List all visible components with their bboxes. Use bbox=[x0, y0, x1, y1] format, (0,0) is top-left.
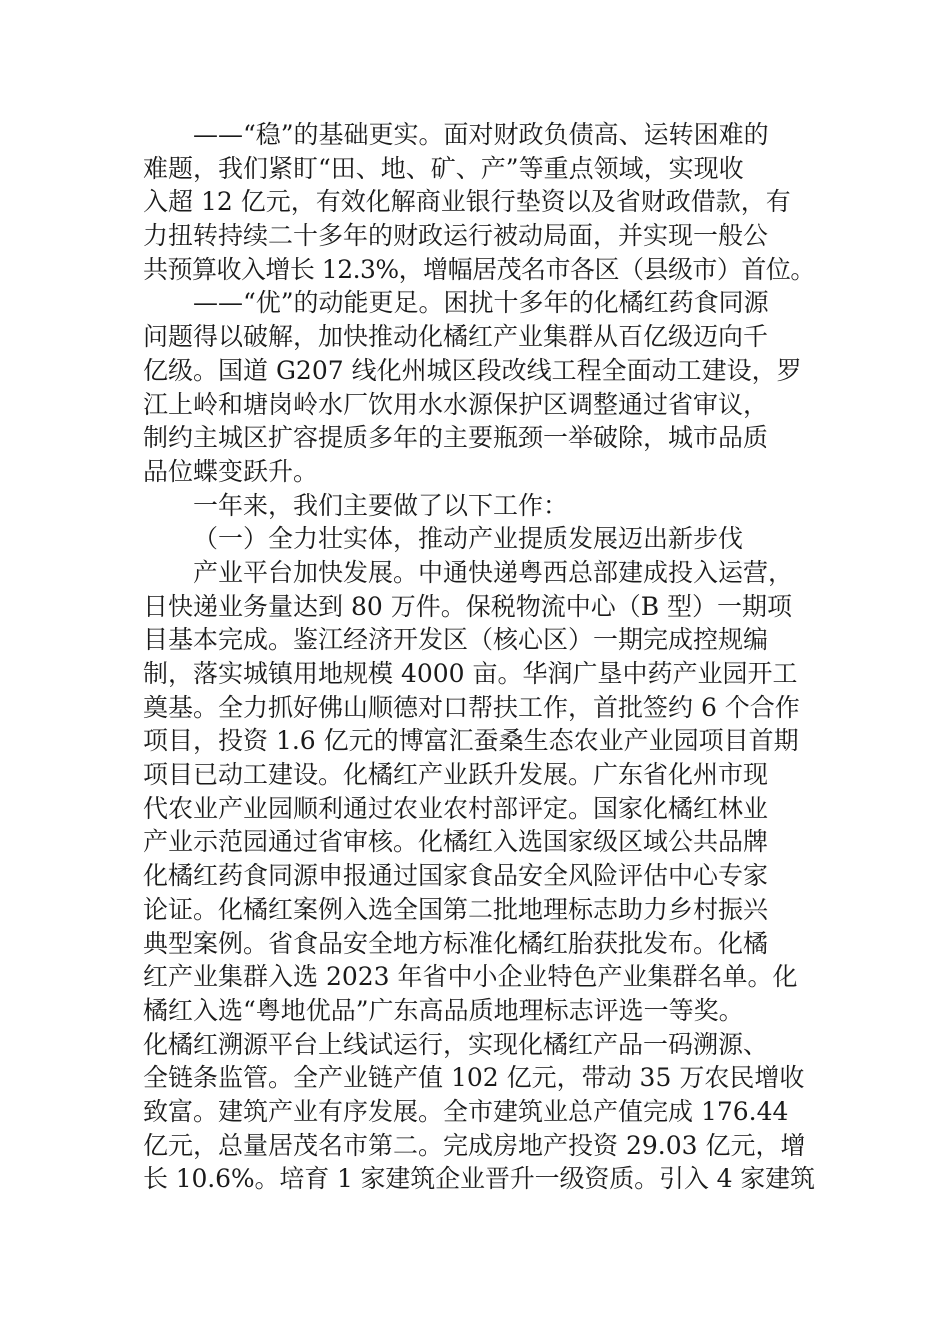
text-line: 项目已动工建设。化橘红产业跃升发展。广东省化州市现 bbox=[143, 760, 769, 790]
text-line: 江上岭和塘岗岭水厂饮用水水源保护区调整通过省审议， bbox=[143, 389, 769, 419]
text-line: 奠基。全力抓好佛山顺德对口帮扶工作，首批签约 6 个合作 bbox=[143, 692, 800, 722]
text-line: 项目，投资 1.6 亿元的博富汇蚕桑生态农业产业园项目首期 bbox=[143, 726, 799, 756]
text-line: 化橘红溯源平台上线试运行，实现化橘红产品一码溯源、 bbox=[143, 1029, 769, 1059]
text-line: 产业示范园通过省审核。化橘红入选国家级区域公共品牌 bbox=[143, 827, 769, 857]
text-line: 化橘红药食同源申报通过国家食品安全风险评估中心专家 bbox=[143, 861, 769, 891]
text-line: 一年来，我们主要做了以下工作： bbox=[193, 490, 569, 520]
text-line: 制约主城区扩容提质多年的主要瓶颈一举破除，城市品质 bbox=[143, 423, 769, 453]
text-line: 橘红入选“粤地优品”广东高品质地理标志评选一等奖。 bbox=[143, 995, 744, 1025]
text-line: 目基本完成。鉴江经济开发区（核心区）一期完成控规编 bbox=[143, 625, 769, 655]
text-line: （一）全力壮实体，推动产业提质发展迈出新步伐 bbox=[193, 524, 744, 554]
text-line: 制，落实城镇用地规模 4000 亩。华润广垦中药产业园开工 bbox=[143, 659, 798, 688]
text-line: 问题得以破解，加快推动化橘红产业集群从百亿级迈向千 bbox=[143, 322, 769, 352]
text-line: 产业平台加快发展。中通快递粤西总部建成投入运营， bbox=[193, 557, 794, 587]
text-line: 致富。建筑产业有序发展。全市建筑业总产值完成 176.44 bbox=[143, 1096, 789, 1126]
text-line: 共预算收入增长 12.3%，增幅居茂名市各区（县级市）首位。 bbox=[143, 254, 815, 284]
text-line: 力扭转持续二十多年的财政运行被动局面，并实现一般公 bbox=[143, 221, 769, 251]
text-line: ——“稳”的基础更实。面对财政负债高、运转困难的 bbox=[193, 120, 769, 149]
text-line: 难题，我们紧盯“田、地、矿、产”等重点领域，实现收 bbox=[143, 153, 744, 183]
text-line: 亿元，总量居茂名市第二。完成房地产投资 29.03 亿元，增 bbox=[143, 1130, 806, 1160]
text-line: 典型案例。省食品安全地方标准化橘红胎获批发布。化橘 bbox=[143, 928, 769, 958]
text-line: 入超 12 亿元，有效化解商业银行垫资以及省财政借款，有 bbox=[143, 187, 791, 217]
text-line: 论证。化橘红案例入选全国第二批地理标志助力乡村振兴 bbox=[143, 894, 769, 924]
document-body bbox=[143, 118, 815, 1196]
text-line: 代农业产业园顺利通过农业农村部评定。国家化橘红林业 bbox=[143, 793, 769, 823]
text-line: 长 10.6%。培育 1 家建筑企业晋升一级资质。引入 4 家建筑 bbox=[143, 1164, 815, 1194]
text-line: 品位蝶变跃升。 bbox=[143, 456, 319, 486]
text-line: 亿级。国道 G207 线化州城区段改线工程全面动工建设，罗 bbox=[143, 355, 802, 385]
text-line: ——“优”的动能更足。困扰十多年的化橘红药食同源 bbox=[193, 288, 769, 318]
text-line: 红产业集群入选 2023 年省中小企业特色产业集群名单。化 bbox=[143, 962, 798, 992]
text-line: 日快递业务量达到 80 万件。保税物流中心（B 型）一期项 bbox=[143, 591, 793, 621]
text-line: 全链条监管。全产业链产值 102 亿元，带动 35 万农民增收 bbox=[143, 1063, 805, 1093]
